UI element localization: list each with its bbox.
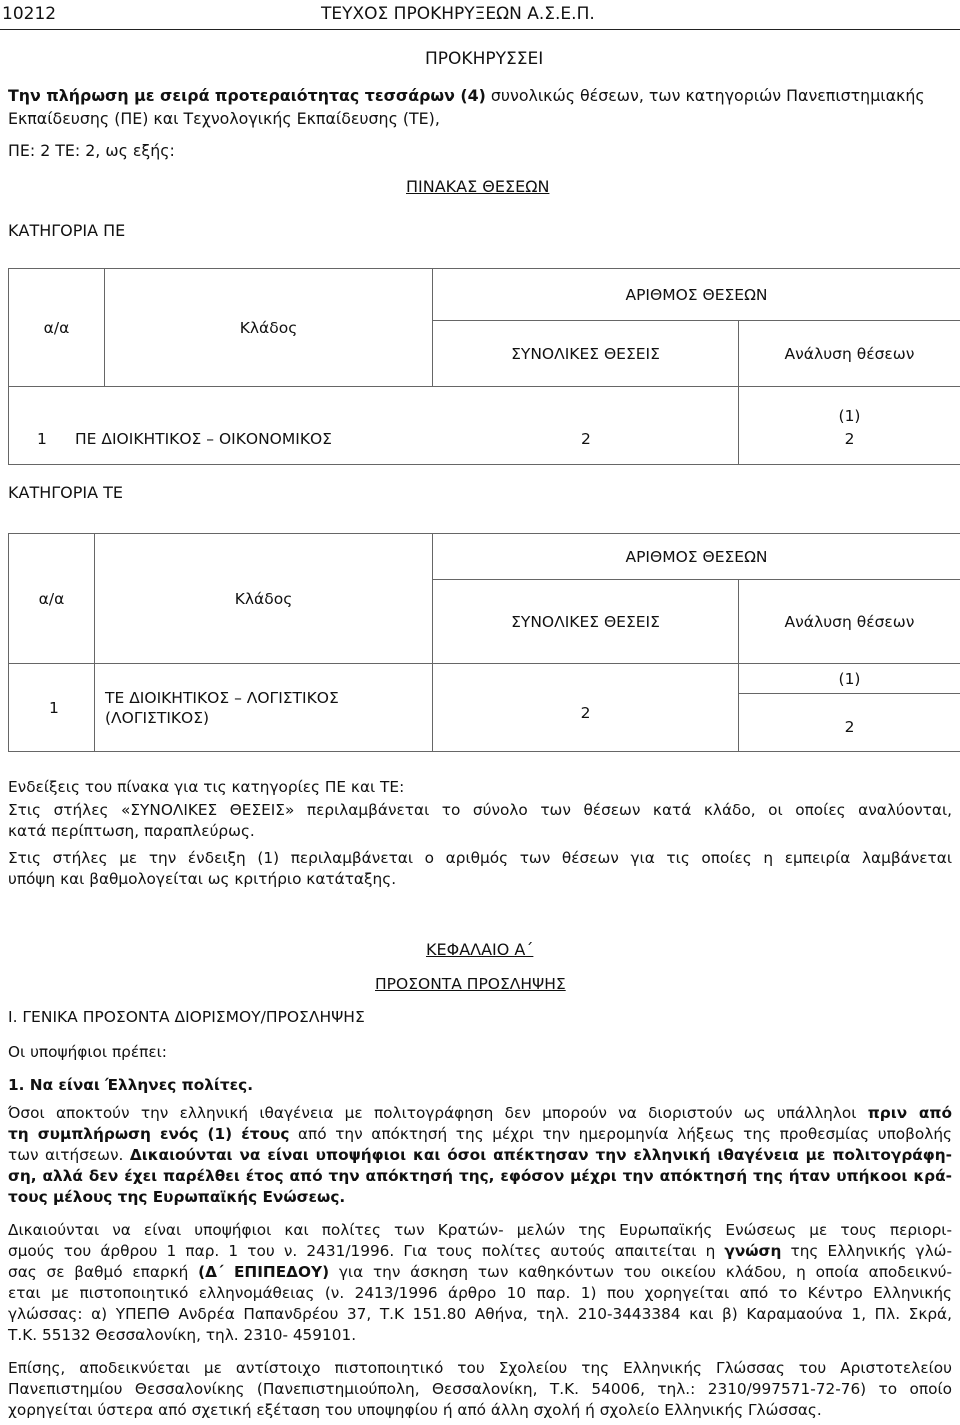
p3-line-1: Επίσης, αποδεικνύεται με αντίστοιχο πιστοποιητικό του Σχολείου της Ελληνικής Γλώσσας του Αριστοτελείου xyxy=(8,1359,952,1377)
category-pe-label: ΚΑΤΗΓΟΡΙΑ ΠΕ xyxy=(8,221,126,240)
te-row-klados-1: ΤΕ ΔΙΟΙΚΗΤΙΚΟΣ – ΛΟΓΙΣΤΙΚΟΣ xyxy=(105,688,339,707)
p2-line-6: Τ.Κ. 55132 Θεσσαλονίκη, τηλ. 2310- 459101. xyxy=(8,1326,357,1344)
position-counts: ΠΕ: 2 ΤΕ: 2, ως εξής: xyxy=(8,141,175,160)
te-row-klados-2: (ΛΟΓΙΣΤΙΚΟΣ) xyxy=(105,708,210,727)
te-header-analysi: Ανάλυση θέσεων xyxy=(739,580,960,664)
te-row-aa: 1 xyxy=(9,664,95,752)
intro-rest: συνολικώς θέσεων, των κατηγοριών Πανεπιστημιακής xyxy=(485,86,925,105)
announce-title: ΠΡΟΚΗΡΥΣΣΕΙ xyxy=(425,49,544,69)
notes-1-line-2: κατά περίπτωση, παραπλεύρως. xyxy=(8,822,255,840)
p1-line-1: Όσοι αποκτούν την ελληνική ιθαγένεια με πολιτογράφηση δεν μπορούν να διοριστούν ως υπάλληλοι πριν από xyxy=(8,1104,953,1122)
pe-header-aa: α/α xyxy=(9,269,105,387)
pe-note-marker: (1) xyxy=(838,407,861,425)
intro-bold: Την πλήρωση με σειρά προτεραιότητας τεσσάρων (4) xyxy=(8,86,486,105)
p1-line-2: τη συμπλήρωση ενός (1) έτους από την απόκτησή της μέχρι την ημερομηνία λήξεως της προθεσμίας υποβολής xyxy=(8,1125,952,1143)
paragraph-certificate xyxy=(8,1358,952,1421)
intro-line-1 xyxy=(8,86,925,105)
pe-header-synolikes: ΣΥΝΟΛΙΚΕΣ ΘΕΣΕΙΣ xyxy=(433,321,739,387)
paragraph-citizenship xyxy=(8,1103,952,1208)
notes-paragraph-2 xyxy=(8,848,952,890)
category-te-label: ΚΑΤΗΓΟΡΙΑ ΤΕ xyxy=(8,483,124,502)
p1-line-5: τους μέλους της Ευρωπαϊκής Ενώσεως. xyxy=(8,1188,346,1206)
chapter-title: ΚΕΦΑΛΑΙΟ Α΄ xyxy=(426,940,534,959)
te-row-klados-cell xyxy=(95,664,433,752)
te-header-arithmos: ΑΡΙΘΜΟΣ ΘΕΣΕΩΝ xyxy=(433,534,960,580)
notes-paragraph-1 xyxy=(8,800,952,842)
pe-row-analysi: 2 xyxy=(844,430,855,448)
pe-data-row xyxy=(9,387,739,465)
table-title: ΠΙΝΑΚΑΣ ΘΕΣΕΩΝ xyxy=(406,177,550,196)
te-header-aa: α/α xyxy=(9,534,95,664)
te-note-marker: (1) xyxy=(739,664,960,694)
notes-2-line-1: Στις στήλες με την ένδειξη (1) περιλαμβάνεται ο αριθμός των θέσεων για τις οποίες η εμπειρία λαμβάνεται xyxy=(8,849,952,867)
header-rule xyxy=(0,29,960,30)
page-number: 10212 xyxy=(2,4,57,24)
table-te xyxy=(8,533,960,752)
notes-heading: Ενδείξεις του πίνακα για τις κατηγορίες ΠΕ και ΤΕ: xyxy=(8,778,405,796)
issue-title: ΤΕΥΧΟΣ ΠΡΟΚΗΡΥΞΕΩΝ Α.Σ.Ε.Π. xyxy=(321,4,595,24)
pe-header-arithmos: ΑΡΙΘΜΟΣ ΘΕΣΕΩΝ xyxy=(433,269,960,321)
notes-1-line-1: Στις στήλες «ΣΥΝΟΛΙΚΕΣ ΘΕΣΕΙΣ» περιλαμβάνεται το σύνολο των θέσεων κατά κλάδο, οι οποίες αναλύονται, xyxy=(8,801,952,819)
pe-row-synolikes: 2 xyxy=(581,430,591,448)
p3-line-2: Πανεπιστημίου Θεσσαλονίκης (Πανεπιστημιούπολη, Θεσσαλονίκη, Τ.Κ. 54006, τηλ.: 2310/997571-72-76) το οποίο xyxy=(8,1380,952,1398)
pe-row-klados: ΠΕ ΔΙΟΙΚΗΤΙΚΟΣ – ΟΙΚΟΝΟΜΙΚΟΣ xyxy=(75,430,332,448)
paragraph-eu-citizens xyxy=(8,1220,952,1346)
p1-line-4: ση, αλλά δεν έχει παρέλθει έτος από την απόκτησή της, εφόσον μέχρι την απόκτησή της ήταν υπήκοοι κρά- xyxy=(8,1167,952,1185)
pe-row-aa: 1 xyxy=(37,430,47,448)
pe-header-klados: Κλάδος xyxy=(105,269,433,387)
chapter-subtitle: ΠΡΟΣΟΝΤΑ ΠΡΟΣΛΗΨΗΣ xyxy=(375,975,566,993)
te-row-analysi: 2 xyxy=(739,694,960,752)
table-pe xyxy=(8,268,960,465)
p1-line-3: των αιτήσεων. Δικαιούνται να είναι υποψήφιοι και όσοι απέκτησαν την ελληνική ιθαγένεια με πολιτογράφη- xyxy=(8,1146,952,1164)
te-row-synolikes: 2 xyxy=(433,664,739,752)
notes-2-line-2: υπόψη και βαθμολογείται ως κριτήριο κατάταξης. xyxy=(8,870,397,888)
p2-line-4: εται με πιστοποιητικό ελληνομάθειας (ν. 2413/1996 άρθρο 10 παρ. 1) που χορηγείται από το Κέντρο Ελληνικής xyxy=(8,1284,952,1302)
requirement-1: 1. Να είναι Έλληνες πολίτες. xyxy=(8,1076,254,1094)
p2-line-1: Δικαιούνται να είναι υποψήφιοι και πολίτες των Κρατών- μελών της Ευρωπαϊκής Ενώσεως με τους περιορι- xyxy=(8,1221,952,1239)
p3-line-3: χορηγείται ύστερα από σχετική εξέταση του υποψηφίου ή από άλλη σχολή ή σχολείο Ελληνικής Γλώσσας. xyxy=(8,1401,822,1419)
section-lead: Οι υποψήφιοι πρέπει: xyxy=(8,1043,167,1061)
te-header-klados: Κλάδος xyxy=(95,534,433,664)
te-header-synolikes: ΣΥΝΟΛΙΚΕΣ ΘΕΣΕΙΣ xyxy=(433,580,739,664)
pe-header-analysi: Ανάλυση θέσεων xyxy=(739,321,960,387)
intro-line-2: Εκπαίδευσης (ΠΕ) και Τεχνολογικής Εκπαίδευσης (ΤΕ), xyxy=(8,109,440,128)
p2-line-5: γλώσσας: α) ΥΠΕΠΘ Ανδρέα Παπανδρέου 37, Τ.Κ 151.80 Αθήνα, τηλ. 210-3443384 και β) Καραμαούνα 1, Πλ. Σκρά, xyxy=(8,1305,952,1323)
p2-line-2: σμούς του άρθρου 1 παρ. 1 του ν. 2431/1996. Για τους πολίτες αυτούς απαιτείται η γνώση της Ελληνικής γλώ- xyxy=(8,1242,952,1260)
section-heading: Ι. ΓΕΝΙΚΑ ΠΡΟΣΟΝΤΑ ΔΙΟΡΙΣΜΟΥ/ΠΡΟΣΛΗΨΗΣ xyxy=(8,1008,365,1026)
pe-row-analysi-cell xyxy=(739,387,960,465)
p2-line-3: σας σε βαθμό επαρκή (Δ΄ ΕΠΙΠΕΔΟΥ) για την άσκηση των καθηκόντων του οικείου κλάδου, η οποία αποδεικνύ- xyxy=(8,1263,952,1281)
